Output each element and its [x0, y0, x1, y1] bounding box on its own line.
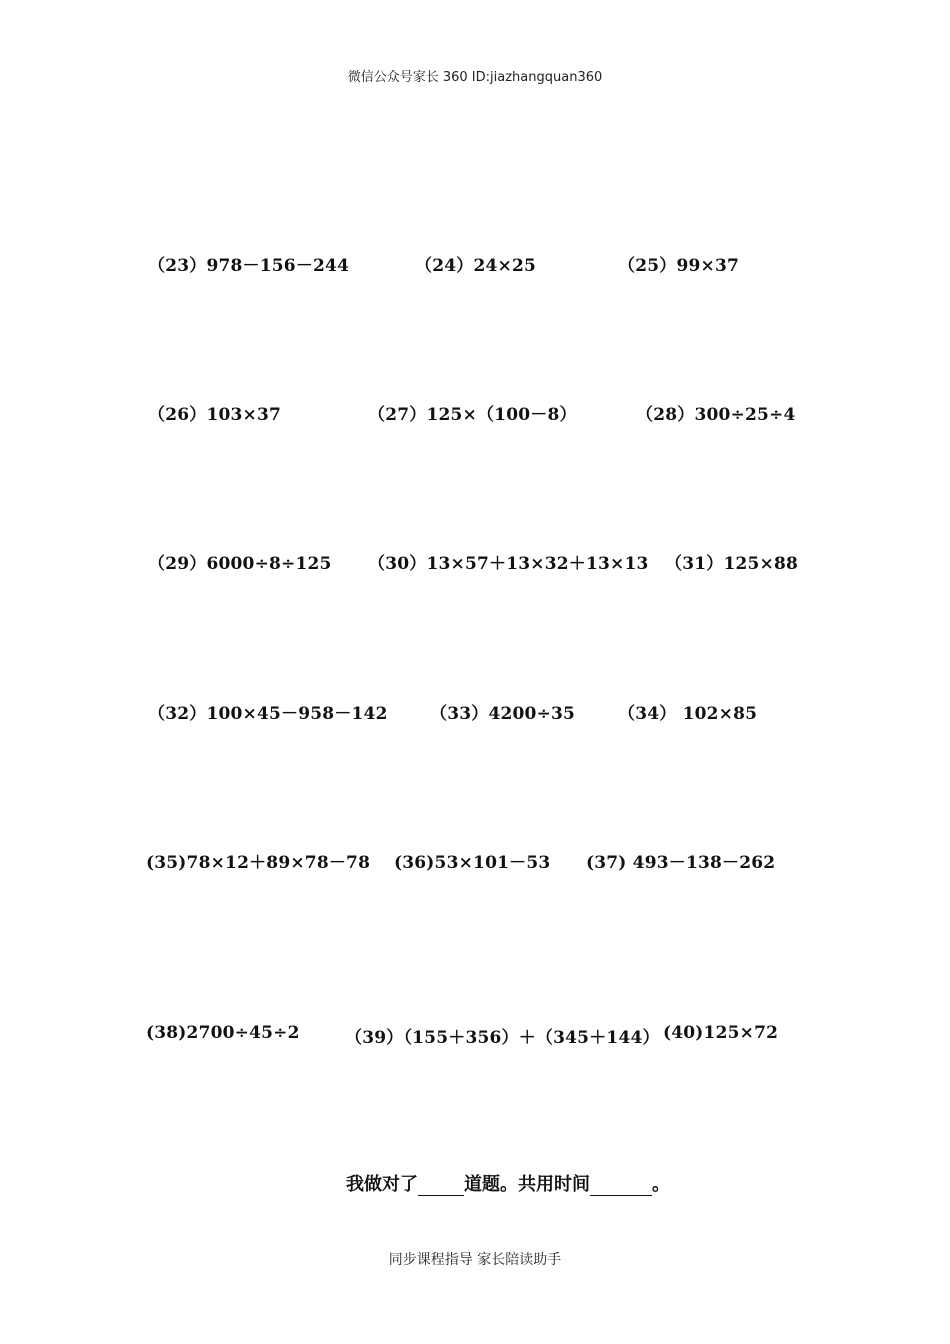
problem-28: （28）300÷25÷4	[636, 405, 796, 425]
score-label-end: 。	[652, 1174, 670, 1195]
problem-38: (38)2700÷45÷2	[146, 1023, 300, 1043]
problem-39: （39）（155＋356）＋（345＋144）	[345, 1028, 660, 1048]
problem-25: （25）99×37	[618, 256, 740, 276]
score-line	[346, 1170, 670, 1196]
problem-27: （27）125×（100－8）	[368, 405, 577, 425]
problem-37: (37) 493－138－262	[586, 853, 776, 873]
problem-35: (35)78×12＋89×78－78	[146, 853, 371, 873]
problem-29: （29）6000÷8÷125	[148, 554, 332, 574]
correct-count-blank[interactable]	[418, 1177, 464, 1196]
problem-40: (40)125×72	[663, 1023, 779, 1043]
problem-31: （31）125×88	[665, 554, 799, 574]
problem-34: （34） 102×85	[618, 704, 758, 724]
problem-33: （33）4200÷35	[430, 704, 576, 724]
problem-26: （26）103×37	[148, 405, 282, 425]
problem-32: （32）100×45－958－142	[148, 704, 388, 724]
problem-24: （24）24×25	[415, 256, 537, 276]
page-header: 微信公众号家长 360 ID:jiazhangquan360	[347, 70, 603, 85]
time-used-blank[interactable]	[590, 1177, 652, 1196]
problem-23: （23）978－156－244	[148, 256, 350, 276]
score-label-correct: 我做对了	[346, 1174, 418, 1195]
problem-30: （30）13×57＋13×32＋13×13	[368, 554, 649, 574]
score-label-time: 道题。共用时间	[464, 1174, 590, 1195]
page-footer: 同步课程指导 家长陪读助手	[388, 1252, 562, 1268]
problem-36: (36)53×101－53	[394, 853, 551, 873]
